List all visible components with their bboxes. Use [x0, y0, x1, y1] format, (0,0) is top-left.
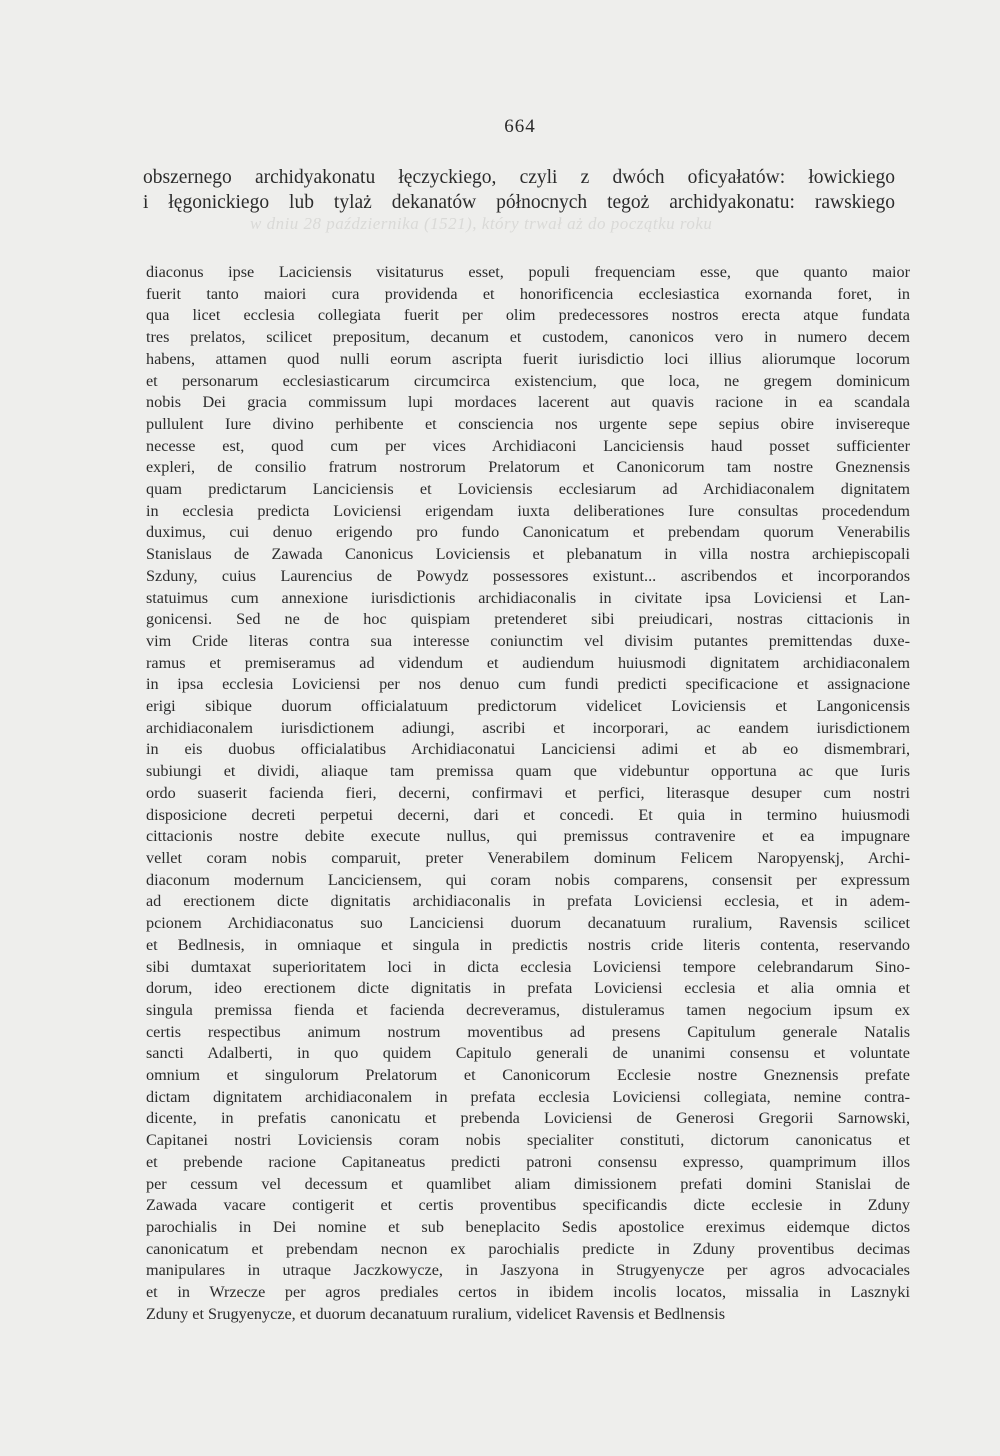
body-line: ad erectionem dicte dignitatis archidiaconalis in prefata Loviciensi ecclesia, et in adem-: [146, 892, 910, 911]
body-line: archidiaconalem iurisdictionem adiungi, ascribi et incorporari, ac eandem iurisdictionem: [146, 718, 910, 737]
body-line: cittacionis nostre debite execute nullus, qui premissus contravenire et ea impugnare: [146, 827, 910, 846]
body-line: Capitanei nostri Loviciensis coram nobis specialiter constituti, dictorum canonicatus et: [146, 1131, 910, 1150]
body-line: dorum, ideo erectionem dicte dignitatis in prefata Loviciensi ecclesia et alia omnia et: [146, 979, 910, 998]
body-line: fuerit tanto maiori cura providenda et honorificencia ecclesiastica exornanda foret, in: [146, 284, 910, 303]
body-line: disposicione decreti perpetui decerni, dari et concedi. Et quia in termino huiusmodi: [146, 805, 910, 824]
body-line: ramus et premiseramus ad videndum et audiendum huiusmodi dignitatem archidiaconalem: [146, 653, 910, 672]
body-line: dicente, in prefatis canonicatu et prebenda Loviciensi de Generosi Gregorii Sarnowski,: [146, 1109, 910, 1128]
bleed-through-text: w dniu 28 października (1521), który trwał aż do początku roku: [250, 214, 713, 233]
intro-polish-text: [143, 165, 895, 215]
body-line: expleri, de consilio fratrum nostrorum Prelatorum et Canonicorum tam nostre Gneznensis: [146, 458, 910, 477]
body-line: duximus, cui denuo erigendo pro fundo Canonicatum et prebendam quorum Venerabilis: [146, 523, 910, 542]
body-line: per cessum vel decessum et quamlibet aliam dimissionem prefati domini Stanislai de: [146, 1174, 910, 1193]
body-line: Zduny et Srugyenycze, et duorum decanatuum ruralium, videlicet Ravensis et Bedlnensis: [146, 1304, 725, 1323]
body-line: tres prelatos, scilicet prepositum, decanum et custodem, canonicos vero in numero decem: [146, 328, 910, 347]
body-line: ordo suaserit facienda fieri, decerni, confirmavi et perfici, literasque desuper cum nostri: [146, 783, 910, 802]
body-line: canonicatum et prebendam necnon ex parochialis predicte in Zduny proventibus decimas: [146, 1239, 910, 1258]
body-line: dictam dignitatem archidiaconalem in prefata ecclesia Loviciensi collegiata, nemine contra-: [146, 1087, 910, 1106]
body-line: et Bedlnesis, in omniaque et singula in predictis nostris cride literis contenta, reservando: [146, 935, 910, 954]
body-line: Stanislaus de Zawada Canonicus Loviciensis et plebanatum in villa nostra archiepiscopali: [146, 545, 910, 564]
body-line: singula premissa fienda et facienda decreveramus, distuleramus tamen negocium ipsum ex: [146, 1000, 910, 1019]
body-line: manipulares in utraque Jaczkowycze, in Jaszyona in Strugyenycze per agros advocaciales: [146, 1261, 910, 1280]
body-line: erigi sibique duorum officialatuum predictorum videlicet Loviciensis et Langonicensis: [146, 697, 910, 716]
body-line: qua licet ecclesia collegiata fuerit per olim predecessores nostros erecta atque fundata: [146, 306, 910, 325]
body-line: et in Wrzecze per agros prediales certos in ibidem incolis locatos, missalia in Lasznyki: [146, 1283, 910, 1302]
body-line: necesse est, quod cum per vices Archidiaconi Lanciciensis haud posset sufficienter: [146, 436, 910, 455]
body-line: parochialis in Dei nomine et sub beneplacito Sedis apostolice ereximus eidemque dictos: [146, 1217, 910, 1236]
latin-body-text: [146, 262, 910, 1325]
body-line: Zawada vacare contigerit et certis proventibus specificandis dicte ecclesie in Zduny: [146, 1196, 910, 1215]
body-line: statuimus cum annexione iurisdictionis archidiaconalis in civitate ipsa Loviciensi et Lan-: [146, 588, 910, 607]
body-line: et prebende racione Capitaneatus predicti patroni consensu expresso, quamprimum illos: [146, 1152, 910, 1171]
body-line: vellet coram nobis comparuit, preter Venerabilem dominum Felicem Naropyenskj, Archi-: [146, 848, 910, 867]
body-line: certis respectibus animum nostrum moventibus ad presens Capitulum generale Natalis: [146, 1022, 910, 1041]
body-line: quam predictarum Lanciciensis et Loviciensis ecclesiarum ad Archidiaconalem dignitatem: [146, 480, 910, 499]
body-line: diaconus ipse Laciciensis visitaturus esset, populi frequenciam esse, que quanto maior: [146, 263, 910, 281]
body-line: habens, attamen quod nulli eorum ascripta fuerit iurisdictio loci illius aliorumque locorum: [146, 349, 910, 368]
body-line: pullulent Iure divino perhibente et consciencia nos urgente sepe sepius obire invisereque: [146, 414, 910, 433]
body-line: sibi dumtaxat superioritatem loci in dicta ecclesia Loviciensi tempore celebrandarum Sino-: [146, 957, 910, 976]
body-line: diaconum modernum Lanciciensem, qui coram nobis comparens, consensit per expressum: [146, 870, 910, 889]
body-line: in ecclesia predicta Loviciensi erigendam iuxta deliberationes Iure consultas procedendum: [146, 501, 910, 520]
body-line: vim Cride literas contra sua interesse coniunctim vel divisim putantes premittendas duxe-: [146, 631, 910, 650]
body-line: nobis Dei gracia commissum lupi mordaces lacerent aut quavis racione in ea scandala: [146, 393, 910, 412]
body-line: in eis duobus officialatibus Archidiaconatui Lanciciensi adimi et ab eo dismembrari,: [146, 740, 910, 759]
page-number: 664: [504, 116, 536, 137]
intro-line: obszernego archidyakonatu łęczyckiego, czyli z dwóch oficyałatów: łowickiego: [143, 167, 895, 188]
body-line: Szduny, cuius Laurencius de Powydz possessores existunt... ascribendos et incorporandos: [146, 566, 910, 585]
body-line: pcionem Archidiaconatus suo Lanciciensi duorum decanatuum ruralium, Ravensis scilicet: [146, 914, 910, 933]
body-line: omnium et singulorum Prelatorum et Canonicorum Ecclesie nostre Gneznensis prefate: [146, 1066, 910, 1085]
body-line: sancti Adalberti, in quo quidem Capitulo generali de unanimi consensu et voluntate: [146, 1044, 910, 1063]
body-line: subiungi et dividi, aliaque tam premissa quam que videbuntur opportuna ac que Iuris: [146, 762, 910, 781]
body-line: et personarum ecclesiasticarum circumcirca existencium, que loca, ne gregem dominicum: [146, 371, 910, 390]
body-line: in ipsa ecclesia Loviciensi per nos denuo cum fundi predicti specificacione et assignacione: [146, 675, 910, 694]
body-line: gonicensi. Sed ne de hoc quispiam pretenderet sibi preiudicari, nostras cittacionis in: [146, 610, 910, 629]
intro-line: i łęgonickiego lub tylaż dekanatów północnych tegoż archidyakonatu: rawskiego: [143, 192, 895, 213]
